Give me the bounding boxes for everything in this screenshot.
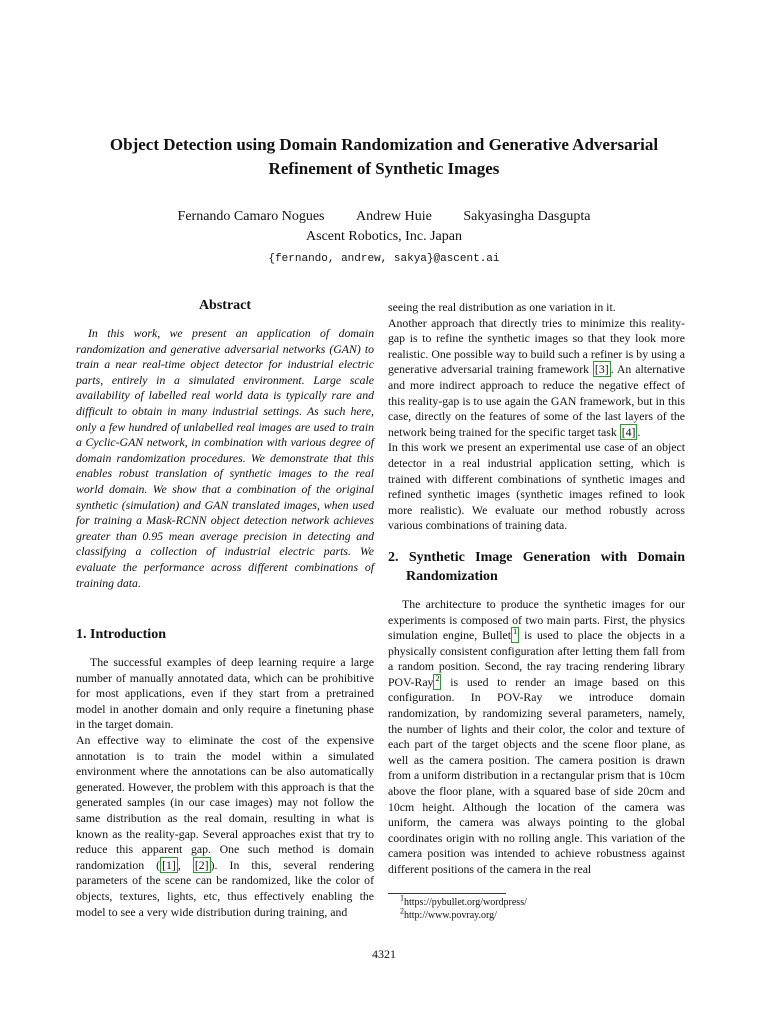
citation-link-1[interactable]: [1]	[162, 857, 176, 872]
footnote-2-mark: 2	[400, 906, 404, 916]
footnote-divider	[388, 893, 506, 894]
footnote-link-1[interactable]	[511, 627, 519, 643]
abstract-heading: Abstract	[198, 298, 252, 313]
footnote-1-url: https://pybullet.org/wordpress/	[404, 897, 527, 908]
section-2-paragraph	[388, 597, 685, 878]
page-number: 4321	[372, 947, 396, 961]
intro-p2-sep: ,	[177, 857, 193, 872]
paper-title-line-1: Object Detection using Domain Randomization and Generative Adversarial	[109, 135, 659, 154]
right-p2-text-end: .	[637, 424, 641, 439]
footnote-mark-2: 2	[435, 673, 440, 683]
sec2-text-c: is used to render an image based on this configuration. In POV-Ray we introduce domain randomization, by randomizing several parameters, namely, the number of lights and their color, the color and texture of each part of the target objects and the scene floor plane, as well as the camera position. The camera position is drawn from a uniform distribution in a rectangular prism that is 10cm above the floor plane, with a squared base of side 20cm and 10cm height. Although the location of the camera was uniform, the camera was always pointing to the global coordinates origin with no rolling angle. This variation of the camera position was intended to achieve robustness against different positions of the camera in the real	[388, 674, 685, 876]
footnote-2-url: http://www.povray.org/	[404, 910, 497, 921]
sec2-text-a: The architecture to produce the synthetic images for our experiments is composed of two main parts. First, the physics simulation engine, Bullet	[388, 596, 685, 643]
author-name: Fernando Camaro Nogues	[177, 209, 325, 224]
right-column	[388, 300, 685, 878]
section-2-heading: 2. Synthetic Image Generation with Domain Randomization	[388, 549, 685, 584]
abstract-text: In this work, we present an application of domain randomization and generative adversarial networks (GAN) to train a near real-time object detector for industrial electric parts, entirely in a simulated environment. Large scale availability of labelled real world data is typically rare and difficult to obtain in many industrial settings. As such here, only a few hundred of unlabelled real images are used to train a Cyclic-GAN network, in combination with various degree of domain randomization procedures. We demonstrate that this enables robust translation of synthetic images to the real world domain. We show that a combination of the original synthetic (simulation) and GAN translated images, when used for training a Mask-RCNN object detection network achieves greater than 0.95 mean average precision in detecting and classifying a collection of industrial electric parts. We evaluate the performance across different combinations of training data.	[76, 326, 374, 590]
introduction-heading: 1. Introduction	[76, 627, 166, 643]
footnote-2	[400, 906, 527, 922]
author-block	[40, 207, 728, 269]
right-paragraph-2	[388, 316, 685, 441]
right-paragraph-1: seeing the real distribution as one variation in it.	[388, 300, 616, 314]
citation-link-4[interactable]: [4]	[621, 424, 636, 439]
right-p2-text-mid: . An alternative and more indirect approach to reduce the negative effect of this reality-gap is to use again the GAN framework, but in this case, directly on the features of some of the last layers of the network being trained for the specific target task	[388, 362, 685, 439]
footnote-1	[400, 893, 527, 909]
citation-link-3[interactable]: [3]	[594, 362, 609, 377]
intro-paragraph-2	[76, 733, 374, 920]
right-paragraph-3: In this work we present an experimental use case of an object detector in a real industrial application setting, which is trained with different combinations of synthetic images and refined synthetic images (synthetic images refined to look more realistic). We evaluate our method robustly across various combinations of training data.	[388, 440, 685, 533]
right-p2-text: Another approach that directly tries to minimize this reality-gap is to refine the synthetic images so that they look more realistic. One possible way to build such a refiner is by using a generative adversarial training framework	[388, 315, 685, 377]
left-column	[76, 296, 374, 920]
intro-p2-text: An effective way to eliminate the cost of the expensive annotation is to train the model within a simulated environment where the annotations can be also automatically generated. However, the problem with this approach is that the generated samples (in our case images) may not follow the same distribution as the real domain, resulting in what is known as the reality-gap. Several approaches exist that try to reduce this apparent gap. One such method is domain randomization (	[76, 733, 374, 872]
author-affiliation: Ascent Robotics, Inc. Japan	[306, 229, 462, 244]
footnote-1-mark: 1	[400, 893, 404, 903]
paper-title-line-2: Refinement of Synthetic Images	[268, 159, 500, 178]
sec2-text-b: is used to place the objects in a physically consistent configuration after letting them fall from a random position. Second, the ray tracing rendering library POV-Ray	[388, 628, 686, 689]
footnotes	[400, 893, 527, 922]
citation-link-2[interactable]: [2]	[194, 857, 209, 872]
author-name: Sakyasingha Dasgupta	[463, 209, 591, 224]
author-names	[40, 207, 728, 227]
paper-title	[40, 133, 728, 181]
intro-p2-text-end: ). In this, several rendering parameters of the scene can be randomized, like the color of objects, textures, lights, etc, thus effectively enabling the model to see a very wide distribution during training, and	[76, 857, 374, 919]
footnote-mark-1: 1	[513, 627, 518, 637]
intro-paragraph-1: The successful examples of deep learning require a large number of manually annotated data, which can be prohibitive for most applications, even if they start from a pretrained model in another domain and only require a finetuning phase in the target domain.	[76, 655, 374, 732]
author-name: Andrew Huie	[356, 209, 432, 224]
author-email: {fernando, andrew, sakya}@ascent.ai	[268, 253, 500, 265]
